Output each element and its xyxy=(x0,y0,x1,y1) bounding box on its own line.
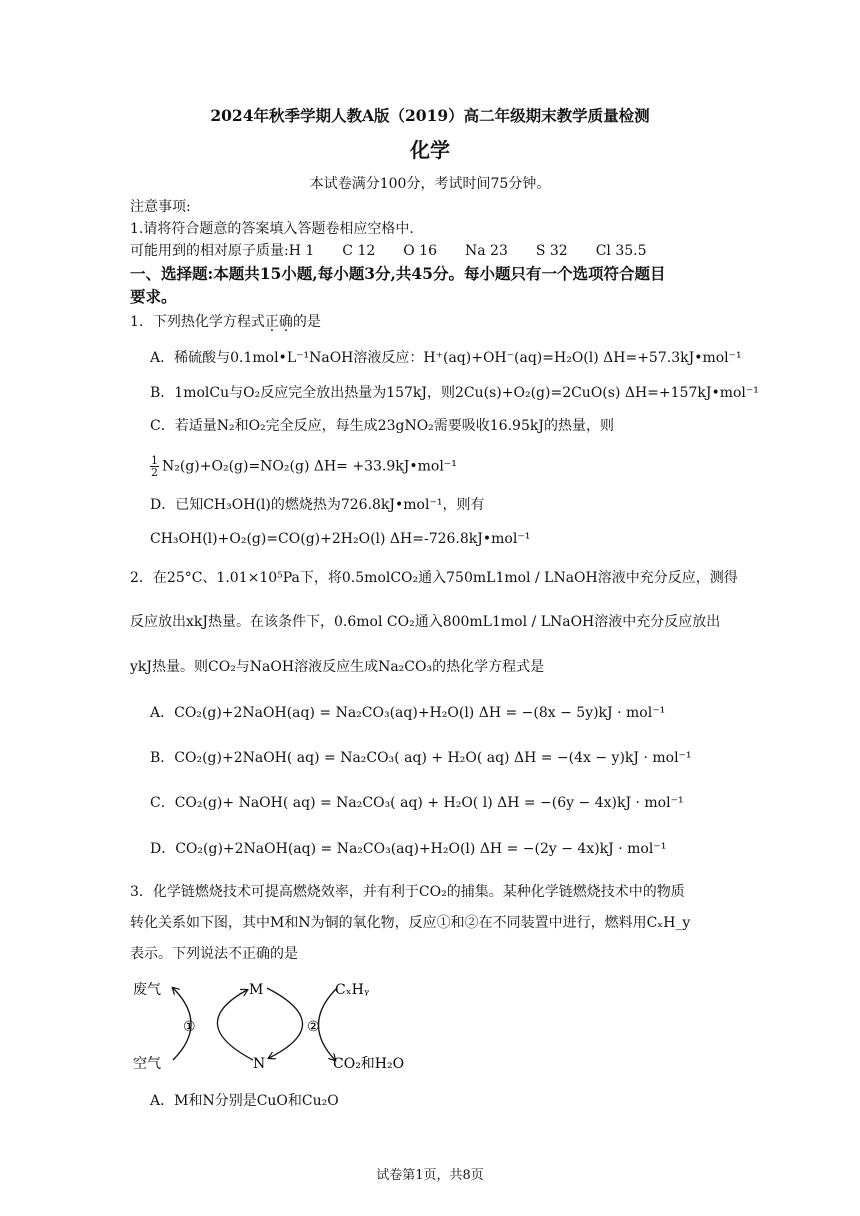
q1-option-c-eq-text: N₂(g)+O₂(g)=NO₂(g) ΔH= +33.9kJ•mol⁻¹ xyxy=(162,458,457,475)
subject-title: 化学 xyxy=(410,138,450,162)
q3-stem-line3: 表示。下列说法不正确的是 xyxy=(130,946,298,962)
q1-stem xyxy=(130,312,321,332)
arrow-n-to-m xyxy=(217,990,253,1060)
products-label: CO₂和H₂O xyxy=(333,1056,405,1072)
q1-stem-b: 的是 xyxy=(292,314,321,330)
q1-option-a: A．稀硫酸与0.1mol•L⁻¹NaOH溶液反应：H⁺(aq)+OH⁻(aq)=H₂O(l) ΔH=+57.3kJ•mol⁻¹ xyxy=(150,350,742,366)
q1-option-c-equation xyxy=(150,455,457,478)
q1-emphasis-2: 确 xyxy=(278,314,293,330)
q2-stem-line2: 反应放出xkJ热量。在该条件下，0.6mol CO₂通入800mL1mol / LNaOH溶液中充分反应放出 xyxy=(130,614,721,630)
exam-title: 2024年秋季学期人教A版（2019）高二年级期末教学质量检测 xyxy=(210,106,650,125)
atomic-masses: 可能用到的相对原子质量:H 1 C 12 O 16 Na 23 S 32 Cl 35.5 xyxy=(130,243,647,259)
q2-stem-line1: 2．在25°C、1.01×10⁵Pa下，将0.5molCO₂通入750mL1mol / LNaOH溶液中充分反应，测得 xyxy=(130,570,738,586)
section-heading-line2: 要求。 xyxy=(130,287,177,306)
q1-option-d-equation: CH₃OH(l)+O₂(g)=CO(g)+2H₂O(l) ΔH=-726.8kJ•mol⁻¹ xyxy=(150,531,531,547)
notes-item-1: 1.请将符合题意的答案填入答题卷相应空格中. xyxy=(130,221,414,237)
m-label: M xyxy=(249,982,264,998)
q1-stem-a: 1．下列热化学方程式 xyxy=(130,314,265,330)
q1-option-b: B．1molCu与O₂反应完全放出热量为157kJ，则2Cu(s)+O₂(g)=2CuO(s) ΔH=+157kJ•mol⁻¹ xyxy=(150,385,759,401)
fraction-one-half: $\frac{1}{2}$ xyxy=(151,454,158,479)
waste-gas-label: 废气 xyxy=(133,982,161,998)
q1-option-c: C．若适量N₂和O₂完全反应，每生成23gNO₂需要吸收16.95kJ的热量，则 xyxy=(150,418,614,434)
fuel-label: CₓHᵧ xyxy=(335,982,370,998)
n-label: N xyxy=(253,1056,266,1072)
page-footer: 试卷第1页，共8页 xyxy=(376,1168,484,1183)
q2-stem-line3: ykJ热量。则CO₂与NaOH溶液反应生成Na₂CO₃的热化学方程式是 xyxy=(130,659,545,675)
q3-stem-line2: 转化关系如下图，其中M和N为铜的氧化物，反应①和②在不同装置中进行，燃料用CₓH_y xyxy=(130,915,691,931)
arrow-m-to-n xyxy=(267,988,303,1058)
section-heading-line1: 一、选择题:本题共15小题,每小题3分,共45分。每小题只有一个选项符合题目 xyxy=(130,264,666,283)
q1-option-d: D．已知CH₃OH(l)的燃烧热为726.8kJ•mol⁻¹，则有 xyxy=(150,497,485,513)
q3-stem-line1: 3．化学链燃烧技术可提高燃烧效率，并有利于CO₂的捕集。某种化学链燃烧技术中的物质 xyxy=(130,884,685,900)
air-label: 空气 xyxy=(133,1056,161,1072)
reaction-1-label: ① xyxy=(183,1019,196,1035)
q2-option-a: A．CO₂(g)+2NaOH(aq) = Na₂CO₃(aq)+H₂O(l) ΔH = −(8x − 5y)kJ · mol⁻¹ xyxy=(150,705,666,721)
reaction-2-label: ② xyxy=(307,1019,320,1035)
q2-option-d: D．CO₂(g)+2NaOH(aq) = Na₂CO₃(aq)+H₂O(l) ΔH = −(2y − 4x)kJ · mol⁻¹ xyxy=(150,841,667,857)
arrow-fuel-to-products xyxy=(318,988,337,1060)
q2-option-c: C．CO₂(g)+ NaOH( aq) = Na₂CO₃( aq) + H₂O( l) ΔH = −(6y − 4x)kJ · mol⁻¹ xyxy=(150,795,684,811)
chemical-looping-diagram xyxy=(125,972,425,1082)
q3-option-a: A．M和N分别是CuO和Cu₂O xyxy=(150,1093,339,1109)
notes-heading: 注意事项: xyxy=(130,199,191,215)
q2-option-b: B．CO₂(g)+2NaOH( aq) = Na₂CO₃( aq) + H₂O( aq) ΔH = −(4x − y)kJ · mol⁻¹ xyxy=(150,750,692,766)
q1-emphasis-1: 正 xyxy=(264,314,279,330)
exam-info: 本试卷满分100分，考试时间75分钟。 xyxy=(309,176,551,192)
